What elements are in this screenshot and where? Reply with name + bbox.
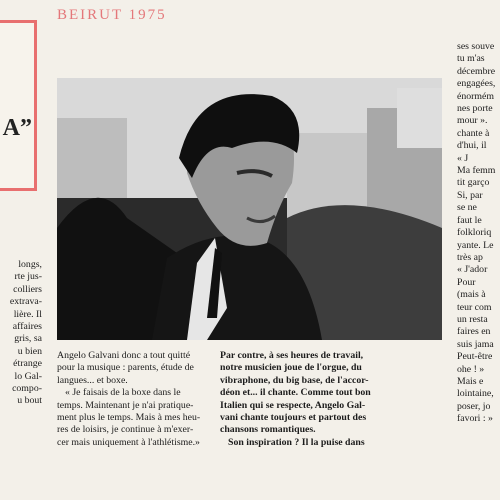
section-header: BEIRUT 1975 bbox=[57, 7, 167, 23]
text-line: engagées, bbox=[457, 78, 496, 90]
text-line: Angelo Galvani donc a tout quitté bbox=[57, 350, 191, 361]
text-line: cer mais uniquement à l'athlétisme.» bbox=[57, 436, 200, 448]
text-line: suis jama bbox=[457, 338, 494, 350]
text-line: énormém bbox=[457, 90, 494, 102]
text-line: affaires bbox=[12, 321, 42, 333]
article-column-3 bbox=[457, 41, 500, 426]
text-line: u bien bbox=[17, 345, 42, 357]
text-line: « J'ador bbox=[457, 264, 488, 276]
text-line: tu m'as bbox=[457, 53, 485, 65]
text-line: Ma femm bbox=[457, 165, 496, 177]
text-line: colliers bbox=[13, 283, 42, 295]
pull-quote-box bbox=[0, 20, 37, 191]
text-line: se ne bbox=[457, 202, 477, 214]
text-line: nes porte bbox=[457, 103, 493, 115]
text-line: (mais à bbox=[457, 289, 486, 301]
text-line: très ap bbox=[457, 251, 483, 263]
text-line: lière. Il bbox=[13, 308, 42, 320]
text-line: faires en bbox=[457, 326, 491, 338]
text-line: ohe ! » bbox=[457, 363, 485, 375]
text-line: d'hui, il bbox=[457, 140, 487, 152]
text-line: temps. Maintenant je n'ai pratique- bbox=[57, 399, 194, 411]
text-line: faut le bbox=[457, 214, 482, 226]
text-line: Si, par bbox=[457, 189, 483, 201]
text-line: pour la musique : parents, étude de bbox=[57, 362, 194, 374]
text-line: longs, bbox=[18, 259, 42, 270]
text-line: décembre bbox=[457, 65, 496, 77]
text-line: u bout bbox=[17, 395, 42, 407]
text-line: Pour bbox=[457, 276, 476, 288]
text-line: folkloriq bbox=[457, 227, 492, 239]
article-photo bbox=[57, 78, 442, 340]
text-line: lointaine, bbox=[457, 388, 494, 400]
text-line: « Je faisais de la boxe dans le bbox=[65, 387, 181, 399]
text-line: poser, jo bbox=[457, 400, 491, 412]
text-line: notre musicien joue de l'orgue, du bbox=[220, 362, 362, 374]
text-line: extrava- bbox=[9, 296, 42, 308]
text-line: ment plus le temps. Mais à mes heu- bbox=[57, 412, 201, 424]
text-line: un resta bbox=[457, 313, 488, 325]
pull-quote-fragment: A” bbox=[2, 115, 32, 141]
text-line: lo Gal- bbox=[14, 370, 42, 382]
text-line: déon et... il chante. Comme tout bon bbox=[220, 387, 371, 399]
text-line: Son inspiration ? Il la puise dans bbox=[228, 436, 365, 448]
text-line: mour ». bbox=[457, 115, 488, 127]
text-line: Mais e bbox=[457, 375, 484, 387]
text-line: Peut-être bbox=[457, 351, 493, 363]
text-line: Italien qui se respecte, Angelo Gal- bbox=[220, 399, 366, 411]
text-line: chante à bbox=[457, 127, 490, 139]
text-line: chansons romantiques. bbox=[220, 424, 316, 436]
text-line: rte jus- bbox=[14, 271, 42, 283]
text-line: gris, sa bbox=[14, 333, 42, 345]
text-line: vani chante toujours et partout des bbox=[220, 412, 367, 424]
text-line: Par contre, à ses heures de travail, bbox=[220, 350, 364, 361]
article-column-left bbox=[0, 259, 42, 408]
text-line: teur com bbox=[457, 301, 492, 313]
text-line: « J bbox=[457, 152, 469, 164]
text-line: tit garço bbox=[457, 177, 490, 189]
text-line: ses souve bbox=[457, 41, 495, 52]
text-line: langues... et boxe. bbox=[57, 374, 128, 386]
text-line: étrange bbox=[13, 358, 42, 370]
text-line: favori : » bbox=[457, 413, 493, 425]
text-line: res de loisirs, je continue à m'exer- bbox=[57, 424, 194, 436]
article-column-1 bbox=[57, 350, 201, 449]
text-line: yante. Le bbox=[457, 239, 494, 251]
article-column-2 bbox=[220, 350, 435, 449]
text-line: vibraphone, du big base, de l'accor- bbox=[220, 374, 369, 386]
text-line: compo- bbox=[12, 383, 42, 395]
